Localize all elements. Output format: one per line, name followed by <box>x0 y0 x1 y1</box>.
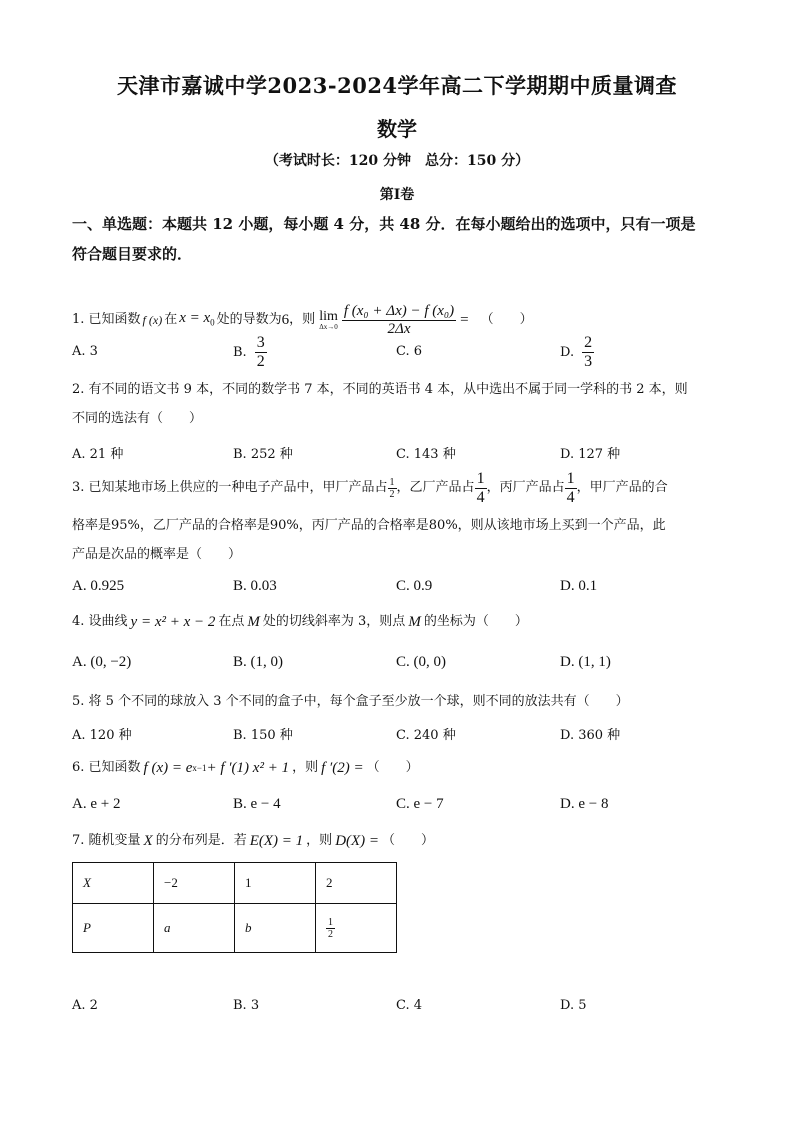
q3-fraction-1-num: 1 <box>389 476 395 488</box>
q4-text-a: 4. 设曲线 <box>72 614 128 629</box>
question-2-line2: 不同的选法有（ ） <box>72 411 203 426</box>
q4-option-d: D. (1, 1) <box>560 654 611 670</box>
q1-equals: = <box>460 312 469 328</box>
q6-text-a: 6. 已知函数 <box>72 760 141 775</box>
question-3-line3: 产品是次品的概率是（ ） <box>72 547 242 562</box>
q6-option-a: A. e + 2 <box>72 796 121 812</box>
table-row <box>73 904 397 953</box>
q2-option-d: D. 127 种 <box>560 447 621 462</box>
question-3-line1 <box>72 470 668 506</box>
q1-lim-sub: Δx→0 <box>319 322 338 331</box>
half-num: 1 <box>328 916 333 928</box>
q3-text-d: ，甲厂产品的合 <box>576 480 668 495</box>
q1-option-d-label: D. <box>560 344 575 360</box>
table-cell: b <box>235 904 316 953</box>
q3-text-a: 3. 已知某地市场上供应的一种电子产品中，甲厂产品占 <box>72 480 388 495</box>
q5-option-c: C. 240 种 <box>396 728 456 743</box>
q1-x-eq: x = x <box>179 309 211 326</box>
q2-option-a: A. 21 种 <box>72 447 124 462</box>
q7-option-b: B. 3 <box>233 998 260 1013</box>
q1-option-b-den: 2 <box>256 352 265 370</box>
q1-option-b-num: 3 <box>256 334 265 351</box>
q6-function: f (x) = e <box>143 760 193 776</box>
q5-option-a: A. 120 种 <box>72 728 132 743</box>
q6-text-b: ，则 <box>292 760 319 775</box>
q3-fraction-3-num: 1 <box>566 469 575 487</box>
q2-option-b: B. 252 种 <box>233 447 293 462</box>
q3-option-a: A. 0.925 <box>72 578 125 594</box>
table-row <box>73 863 397 904</box>
q6-option-c: C. e − 7 <box>396 796 444 812</box>
distribution-table <box>72 862 397 953</box>
q6-paren: （ ） <box>366 760 419 775</box>
table-cell: −2 <box>154 863 235 904</box>
question-5-stem: 5. 将 5 个不同的球放入 3 个不同的盒子中，每个盒子至少放一个球，则不同的放法共有（ ） <box>72 694 629 709</box>
q7-option-c: C. 4 <box>396 998 423 1013</box>
table-cell <box>316 904 397 953</box>
q3-text-b: ，乙厂产品占 <box>396 480 475 495</box>
q7-text-b: 的分布列是．若 <box>155 833 247 848</box>
question-1-stem <box>72 300 533 340</box>
volume-heading: 第Ⅰ卷 <box>379 187 415 203</box>
q7-option-a: A. 2 <box>72 998 98 1013</box>
q4-point-m: M <box>247 614 260 630</box>
q4-text-c: 处的切线斜率为 3，则点 <box>262 614 406 629</box>
q7-variable-x: X <box>143 833 153 849</box>
q1-option-c: C. 6 <box>396 344 423 359</box>
q3-fraction-2-den: 4 <box>476 488 485 506</box>
q3-fraction-1 <box>388 477 397 500</box>
q6-exponent: x−1 <box>192 763 207 773</box>
q1-six: 6 <box>281 312 290 328</box>
q4-text-d: 的坐标为（ ） <box>423 614 528 629</box>
page-title: 天津市嘉诚中学2023-2024学年高二下学期期中质量调查 <box>116 73 678 98</box>
q4-curve: y = x² + x − 2 <box>130 614 216 630</box>
q3-fraction-2-num: 1 <box>476 469 485 487</box>
half-fraction <box>326 917 335 940</box>
q1-option-b-label: B. <box>233 344 247 360</box>
q7-text-c: ，则 <box>306 833 333 848</box>
q6-option-b: B. e − 4 <box>233 796 281 812</box>
q1-denominator: 2Δx <box>387 320 411 337</box>
q1-stem-d: ，则 <box>289 312 316 327</box>
question-7-stem <box>72 831 434 851</box>
q1-x-sub: 0 <box>210 317 215 328</box>
q1-option-a: A. 3 <box>72 344 98 359</box>
question-4-stem <box>72 612 528 632</box>
q3-fraction-2 <box>475 470 487 506</box>
section-instructions-line1: 一、单选题：本题共 12 小题，每小题 4 分，共 48 分．在每小题给出的选项中，只有一项是 <box>72 215 696 233</box>
table-cell: X <box>73 863 154 904</box>
table-cell: a <box>154 904 235 953</box>
q7-expectation: E(X) = 1 <box>249 833 304 849</box>
q1-lim: lim <box>319 308 338 324</box>
q2-option-c: C. 143 种 <box>396 447 456 462</box>
q1-option-b <box>233 334 267 370</box>
q1-stem-c: 处的导数为 <box>216 312 282 327</box>
q6-ask: f ′(2) = <box>321 760 364 776</box>
q6-function-rest: + f ′(1) x² + 1 <box>206 760 290 776</box>
q1-numerator: f (x₀ + Δx) − f (x₀) <box>343 303 455 319</box>
q3-fraction-3-den: 4 <box>566 488 575 506</box>
half-den: 2 <box>328 928 333 940</box>
q1-stem-a: 1. 已知函数 <box>72 312 141 327</box>
q1-option-b-fraction <box>255 334 267 370</box>
question-2-line1: 2. 有不同的语文书 9 本，不同的数学书 7 本，不同的英语书 4 本，从中选出不属于同一学科的书 2 本，则 <box>72 382 688 397</box>
q3-text-c: ，丙厂产品占 <box>486 480 565 495</box>
q1-option-d-num: 2 <box>584 334 593 351</box>
q3-option-b: B. 0.03 <box>233 578 277 594</box>
q7-option-d: D. 5 <box>560 998 587 1013</box>
q3-fraction-1-den: 2 <box>389 488 395 500</box>
q7-variance: D(X) = <box>335 833 380 849</box>
q1-fx: f (x) <box>142 313 163 327</box>
q3-option-d: D. 0.1 <box>560 578 598 594</box>
section-instructions-line2: 符合题目要求的． <box>72 245 193 263</box>
q3-fraction-3 <box>565 470 577 506</box>
question-3-line2: 格率是95%，乙厂产品的合格率是90%，丙厂产品的合格率是80%，则从该地市场上买到一个产品，此 <box>72 518 666 533</box>
table-cell: P <box>73 904 154 953</box>
q7-paren: （ ） <box>382 833 435 848</box>
q1-stem-b: 在 <box>164 312 178 327</box>
q5-option-d: D. 360 种 <box>560 728 621 743</box>
q3-option-c: C. 0.9 <box>396 578 433 594</box>
q4-point-m-2: M <box>408 614 421 630</box>
q4-text-b: 在点 <box>218 614 245 629</box>
q5-option-b: B. 150 种 <box>233 728 293 743</box>
q4-option-b: B. (1, 0) <box>233 654 283 670</box>
q1-option-d-den: 3 <box>584 352 593 370</box>
exam-meta: （考试时长：120 分钟 总分：150 分） <box>264 153 530 169</box>
q7-text-a: 7. 随机变量 <box>72 833 141 848</box>
table-cell: 2 <box>316 863 397 904</box>
q1-option-d <box>560 334 594 370</box>
subject-heading: 数学 <box>377 117 417 141</box>
q4-option-c: C. (0, 0) <box>396 654 446 670</box>
q1-limit-fraction <box>342 303 456 337</box>
q4-option-a: A. (0, −2) <box>72 654 132 670</box>
q1-option-d-fraction <box>582 334 594 370</box>
table-cell: 1 <box>235 863 316 904</box>
q1-paren: （ ） <box>480 312 533 327</box>
q6-option-d: D. e − 8 <box>560 796 609 812</box>
question-6-stem <box>72 758 419 778</box>
